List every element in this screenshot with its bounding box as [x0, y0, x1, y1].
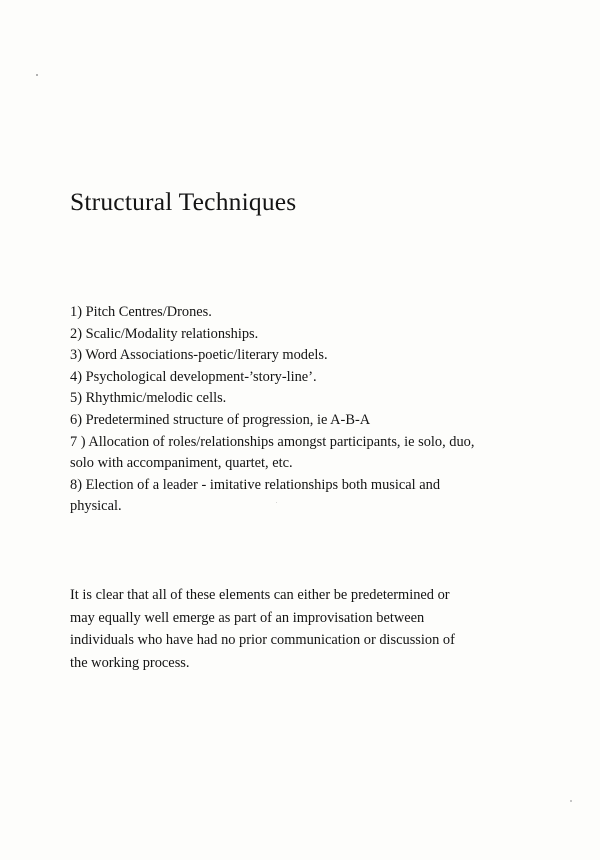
page-title: Structural Techniques — [70, 187, 297, 216]
list-item-6: 6) Predetermined structure of progression, ie A-B-A — [70, 411, 371, 428]
list-item-3: 3) Word Associations-poetic/literary models. — [70, 347, 328, 364]
scan-speck — [36, 74, 38, 76]
list-item-5: 5) Rhythmic/melodic cells. — [70, 390, 227, 407]
list-item-7 — [70, 432, 560, 475]
techniques-list — [70, 302, 560, 518]
list-item-2: 2) Scalic/Modality relationships. — [70, 325, 259, 342]
list-item-1: 1) Pitch Centres/Drones. — [70, 304, 212, 320]
list-item-4: 4) Psychological development-’story-line’. — [70, 368, 317, 385]
list-item-8 — [70, 475, 560, 518]
list-item-8-line-2: physical. — [70, 498, 122, 515]
list-item-7-line-1: 7 ) Allocation of roles/relationships amongst participants, ie solo, duo, — [70, 433, 475, 450]
list-item-8-line-1: 8) Election of a leader - imitative relationships both musical and — [70, 476, 441, 493]
paragraph-line-1: It is clear that all of these elements can either be predetermined or — [70, 587, 450, 603]
paragraph-line-4: the working process. — [70, 654, 190, 671]
scan-speck — [570, 800, 572, 802]
list-item-7-line-2: solo with accompaniment, quartet, etc. — [70, 455, 293, 472]
paragraph-line-2: may equally well emerge as part of an improvisation between — [70, 609, 425, 626]
paragraph-line-3: individuals who have had no prior communication or discussion of — [70, 632, 455, 648]
body-paragraph — [70, 584, 560, 674]
